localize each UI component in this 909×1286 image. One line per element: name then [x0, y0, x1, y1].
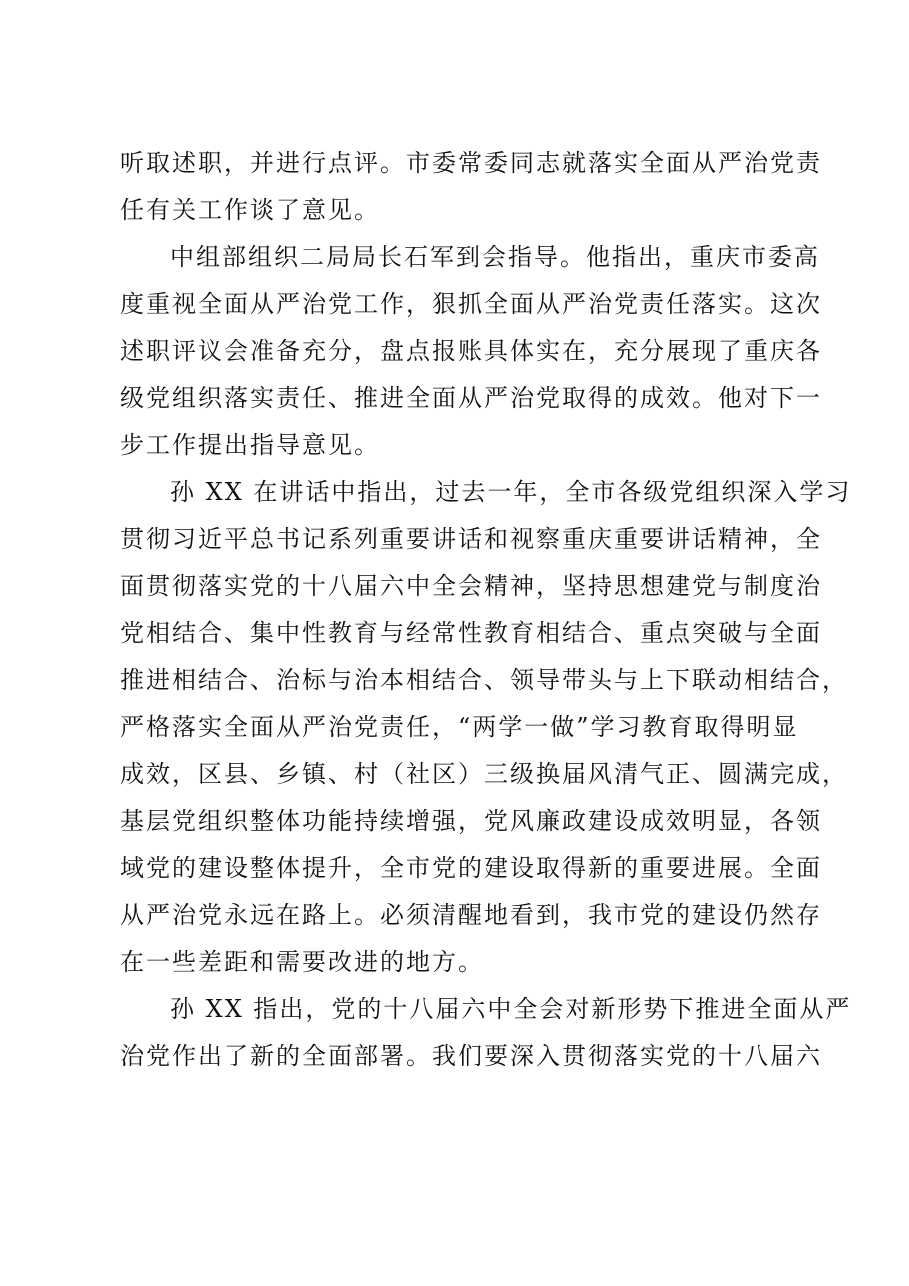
- paragraph-line: 述职评议会准备充分，盘点报账具体实在，充分展现了重庆各: [120, 337, 822, 365]
- paragraph-line: 度重视全面从严治党工作，狠抓全面从严治党责任落实。这次: [120, 290, 822, 318]
- paragraph-line: 在一些差距和需要改进的地方。: [120, 948, 484, 976]
- paragraph-line: 贯彻习近平总书记系列重要讲话和视察重庆重要讲话精神，全: [120, 525, 822, 553]
- paragraph-line: 孙 XX 指出，党的十八届六中全会对新形势下推进全面从严: [170, 995, 852, 1023]
- paragraph-3: [120, 469, 852, 986]
- paragraph-line: 听取述职，并进行点评。市委常委同志就落实全面从严治党责: [120, 149, 822, 177]
- document-body: [120, 140, 852, 1080]
- paragraph-line: 域党的建设整体提升，全市党的建设取得新的重要进展。全面: [120, 854, 822, 882]
- paragraph-line: 基层党组织整体功能持续增强，党风廉政建设成效明显，各领: [120, 807, 822, 835]
- paragraph-line: 孙 XX 在讲话中指出，过去一年，全市各级党组织深入学习: [170, 478, 852, 506]
- paragraph-line: 推进相结合、治标与治本相结合、领导带头与上下联动相结合，: [120, 666, 848, 694]
- paragraph-line: 步工作提出指导意见。: [120, 431, 380, 459]
- paragraph-line: 成效，区县、乡镇、村（社区）三级换届风清气正、圆满完成，: [120, 760, 848, 788]
- paragraph-2: [120, 234, 822, 469]
- paragraph-line: 面贯彻落实党的十八届六中全会精神，坚持思想建党与制度治: [120, 572, 822, 600]
- paragraph-1: [120, 140, 822, 234]
- paragraph-line: 严格落实全面从严治党责任，“两学一做”学习教育取得明显: [120, 713, 799, 741]
- paragraph-line: 从严治党永远在路上。必须清醒地看到，我市党的建设仍然存: [120, 901, 822, 929]
- paragraph-line: 党相结合、集中性教育与经常性教育相结合、重点突破与全面: [120, 619, 822, 647]
- paragraph-line: 级党组织落实责任、推进全面从严治党取得的成效。他对下一: [120, 384, 822, 412]
- paragraph-4: [120, 986, 852, 1080]
- paragraph-line: 中组部组织二局局长石军到会指导。他指出，重庆市委高: [170, 243, 820, 271]
- paragraph-line: 治党作出了新的全面部署。我们要深入贯彻落实党的十八届六: [120, 1042, 822, 1070]
- paragraph-line: 任有关工作谈了意见。: [120, 196, 380, 224]
